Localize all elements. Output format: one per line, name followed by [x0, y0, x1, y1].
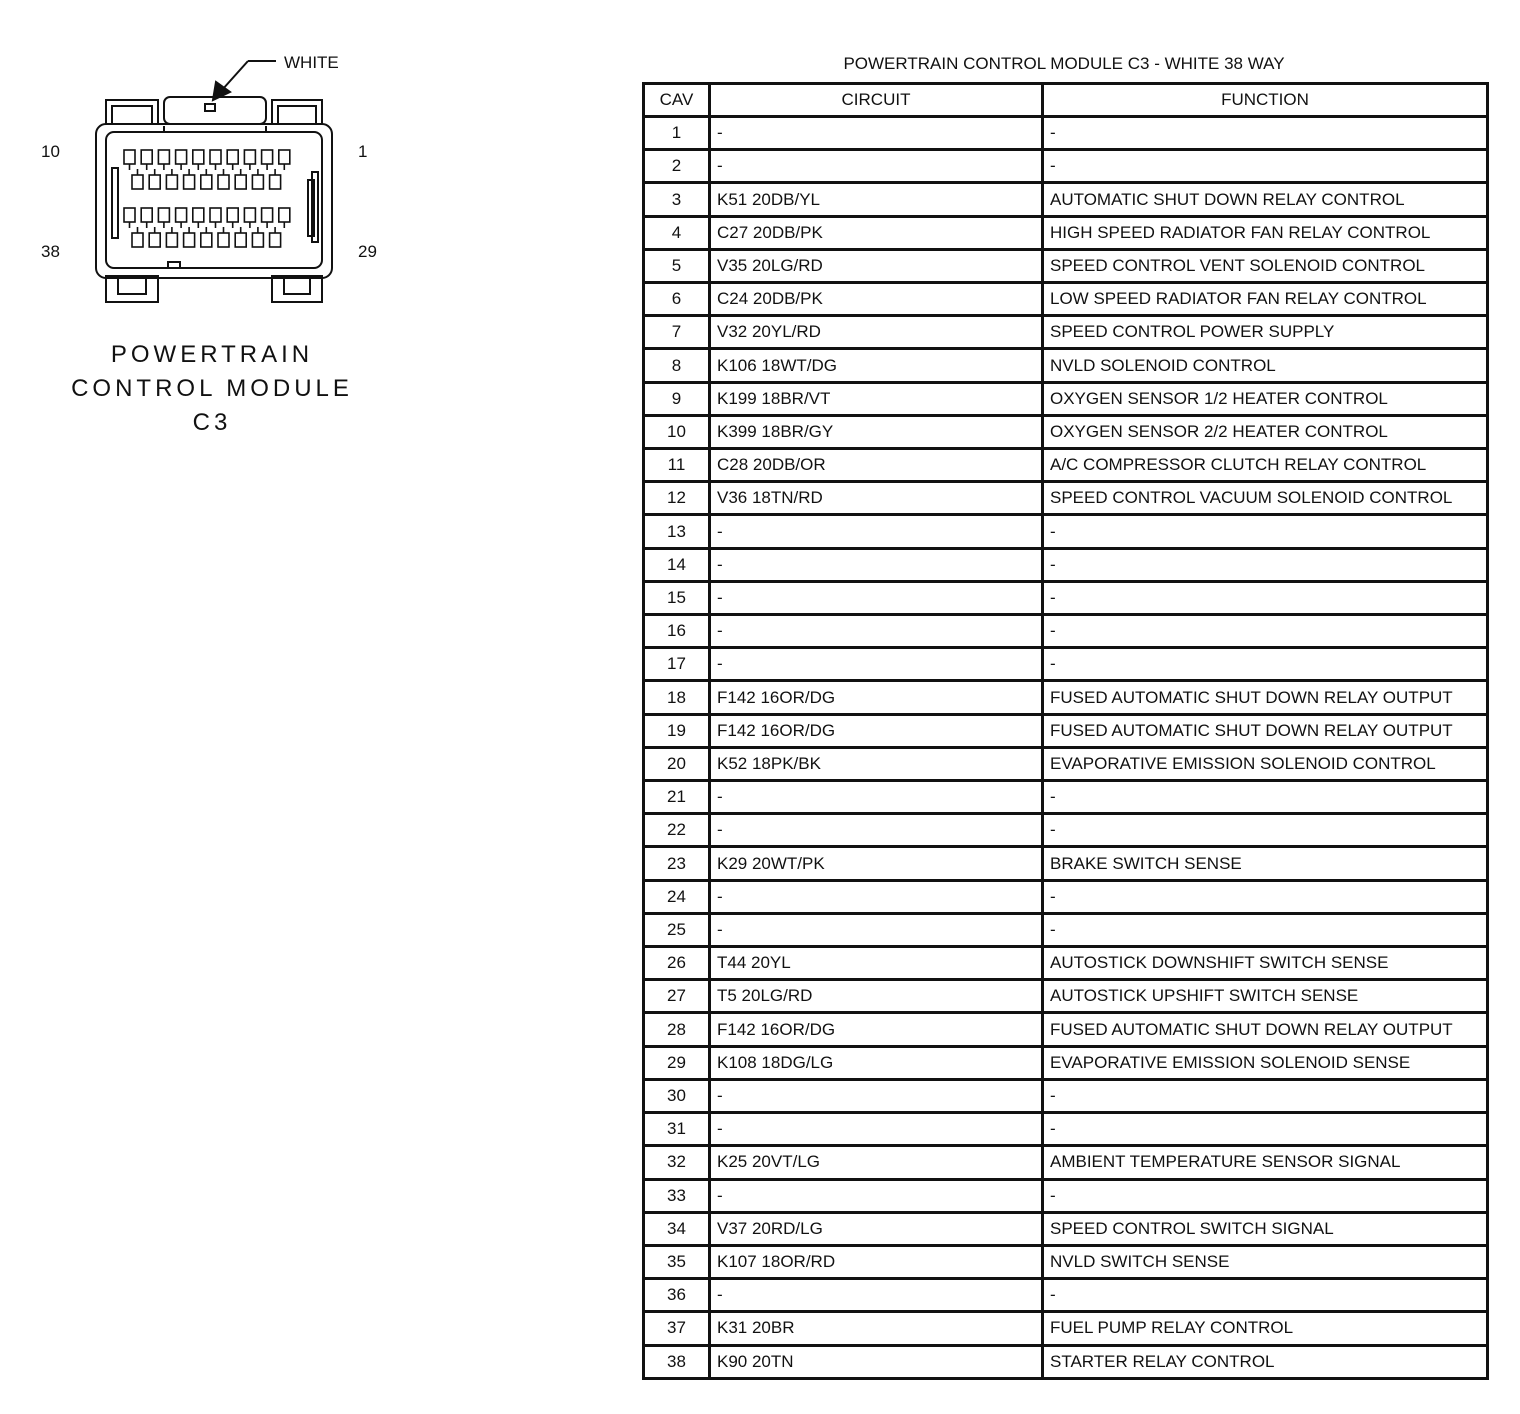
table-row — [644, 947, 1488, 980]
circuit-cell: - — [710, 150, 1043, 183]
function-cell: - — [1043, 150, 1488, 183]
color-callout-label: WHITE — [284, 53, 339, 72]
cavity — [201, 175, 212, 189]
function-cell: SPEED CONTROL VENT SOLENOID CONTROL — [1043, 249, 1488, 282]
cavity — [193, 150, 204, 164]
function-cell: OXYGEN SENSOR 1/2 HEATER CONTROL — [1043, 382, 1488, 415]
column-header-function: FUNCTION — [1043, 84, 1488, 117]
module-title-line-1: POWERTRAIN — [110, 341, 314, 368]
table-row — [644, 1046, 1488, 1079]
function-cell: - — [1043, 913, 1488, 946]
cavity — [132, 233, 143, 247]
table-row — [644, 1245, 1488, 1278]
cavity — [279, 150, 290, 164]
cavity — [124, 150, 135, 164]
cavity — [124, 208, 135, 222]
circuit-cell: - — [710, 781, 1043, 814]
table-row — [644, 615, 1488, 648]
module-title-line-2: CONTROL MODULE — [71, 375, 353, 402]
cavity — [176, 150, 187, 164]
cavity — [218, 233, 229, 247]
table-row — [644, 216, 1488, 249]
cav-cell: 1 — [644, 117, 710, 150]
function-cell: FUSED AUTOMATIC SHUT DOWN RELAY OUTPUT — [1043, 1013, 1488, 1046]
circuit-cell: K31 20BR — [710, 1312, 1043, 1345]
cav-cell: 4 — [644, 216, 710, 249]
cavity — [235, 233, 246, 247]
function-cell: - — [1043, 648, 1488, 681]
pinout-table — [642, 82, 1489, 1380]
circuit-cell: - — [710, 1113, 1043, 1146]
circuit-cell: K51 20DB/YL — [710, 183, 1043, 216]
function-cell: OXYGEN SENSOR 2/2 HEATER CONTROL — [1043, 415, 1488, 448]
cav-cell: 30 — [644, 1079, 710, 1112]
circuit-cell: K90 20TN — [710, 1345, 1043, 1378]
cav-cell: 24 — [644, 880, 710, 913]
table-title: POWERTRAIN CONTROL MODULE C3 - WHITE 38 WAY — [843, 54, 1285, 73]
table-row — [644, 449, 1488, 482]
cavity — [166, 233, 177, 247]
table-row — [644, 913, 1488, 946]
function-cell: - — [1043, 615, 1488, 648]
circuit-cell: - — [710, 648, 1043, 681]
circuit-cell: K199 18BR/VT — [710, 382, 1043, 415]
cav-cell: 37 — [644, 1312, 710, 1345]
circuit-cell: K25 20VT/LG — [710, 1146, 1043, 1179]
function-cell: FUEL PUMP RELAY CONTROL — [1043, 1312, 1488, 1345]
cav-cell: 38 — [644, 1345, 710, 1378]
cav-cell: 5 — [644, 249, 710, 282]
table-row — [644, 1345, 1488, 1378]
table-row — [644, 1013, 1488, 1046]
cavity — [270, 175, 281, 189]
pin-label-bottom-left: 38 — [41, 242, 60, 261]
circuit-cell: - — [710, 1079, 1043, 1112]
function-cell: SPEED CONTROL VACUUM SOLENOID CONTROL — [1043, 482, 1488, 515]
cavity — [235, 175, 246, 189]
table-row — [644, 316, 1488, 349]
cav-cell: 10 — [644, 415, 710, 448]
cav-cell: 28 — [644, 1013, 710, 1046]
column-header-circuit: CIRCUIT — [710, 84, 1043, 117]
cav-cell: 9 — [644, 382, 710, 415]
circuit-cell: T44 20YL — [710, 947, 1043, 980]
cav-cell: 25 — [644, 913, 710, 946]
circuit-cell: - — [710, 117, 1043, 150]
cav-cell: 21 — [644, 781, 710, 814]
circuit-cell: K52 18PK/BK — [710, 747, 1043, 780]
function-cell: AUTOSTICK DOWNSHIFT SWITCH SENSE — [1043, 947, 1488, 980]
cav-cell: 27 — [644, 980, 710, 1013]
circuit-cell: - — [710, 1179, 1043, 1212]
cav-cell: 29 — [644, 1046, 710, 1079]
circuit-cell: V32 20YL/RD — [710, 316, 1043, 349]
table-row — [644, 415, 1488, 448]
table-row — [644, 150, 1488, 183]
connector-body — [96, 124, 332, 278]
table-row — [644, 1079, 1488, 1112]
cavity — [166, 175, 177, 189]
cavity — [244, 150, 255, 164]
pin-label-top-right: 1 — [358, 142, 368, 161]
cav-cell: 6 — [644, 283, 710, 316]
circuit-cell: - — [710, 1279, 1043, 1312]
cav-cell: 20 — [644, 747, 710, 780]
table-row — [644, 482, 1488, 515]
circuit-cell: K399 18BR/GY — [710, 415, 1043, 448]
function-cell: - — [1043, 117, 1488, 150]
cavity — [210, 208, 221, 222]
function-cell: - — [1043, 814, 1488, 847]
table-row — [644, 117, 1488, 150]
cav-cell: 34 — [644, 1212, 710, 1245]
connector-diagram — [0, 0, 600, 460]
cavity — [176, 208, 187, 222]
function-cell: - — [1043, 781, 1488, 814]
table-row — [644, 681, 1488, 714]
cav-cell: 32 — [644, 1146, 710, 1179]
circuit-cell: V37 20RD/LG — [710, 1212, 1043, 1245]
circuit-cell: - — [710, 880, 1043, 913]
function-cell: EVAPORATIVE EMISSION SOLENOID SENSE — [1043, 1046, 1488, 1079]
cav-cell: 3 — [644, 183, 710, 216]
cav-cell: 26 — [644, 947, 710, 980]
cavity — [279, 208, 290, 222]
cav-cell: 15 — [644, 581, 710, 614]
cav-cell: 36 — [644, 1279, 710, 1312]
table-row — [644, 714, 1488, 747]
circuit-cell: - — [710, 814, 1043, 847]
cavity — [184, 233, 195, 247]
function-cell: - — [1043, 1179, 1488, 1212]
table-row — [644, 249, 1488, 282]
function-cell: AUTOSTICK UPSHIFT SWITCH SENSE — [1043, 980, 1488, 1013]
module-title — [60, 338, 364, 440]
cav-cell: 35 — [644, 1245, 710, 1278]
table-row — [644, 382, 1488, 415]
table-row — [644, 1146, 1488, 1179]
cav-cell: 18 — [644, 681, 710, 714]
cavity — [184, 175, 195, 189]
circuit-cell: - — [710, 515, 1043, 548]
function-cell: NVLD SWITCH SENSE — [1043, 1245, 1488, 1278]
circuit-cell: - — [710, 581, 1043, 614]
function-cell: AUTOMATIC SHUT DOWN RELAY CONTROL — [1043, 183, 1488, 216]
cav-cell: 14 — [644, 548, 710, 581]
cav-cell: 19 — [644, 714, 710, 747]
cav-cell: 23 — [644, 847, 710, 880]
pin-label-top-left: 10 — [41, 142, 60, 161]
function-cell: FUSED AUTOMATIC SHUT DOWN RELAY OUTPUT — [1043, 714, 1488, 747]
function-cell: SPEED CONTROL POWER SUPPLY — [1043, 316, 1488, 349]
cav-cell: 13 — [644, 515, 710, 548]
table-row — [644, 747, 1488, 780]
circuit-cell: C28 20DB/OR — [710, 449, 1043, 482]
table-row — [644, 1279, 1488, 1312]
circuit-cell: - — [710, 548, 1043, 581]
cavity — [252, 175, 263, 189]
circuit-cell: C24 20DB/PK — [710, 283, 1043, 316]
cav-cell: 8 — [644, 349, 710, 382]
cav-cell: 11 — [644, 449, 710, 482]
table-row — [644, 548, 1488, 581]
circuit-cell: F142 16OR/DG — [710, 714, 1043, 747]
table-row — [644, 1113, 1488, 1146]
circuit-cell: K107 18OR/RD — [710, 1245, 1043, 1278]
table-row — [644, 814, 1488, 847]
cavity — [262, 208, 273, 222]
cavity — [149, 175, 160, 189]
table-header-row — [644, 84, 1488, 117]
module-title-line-3: C3 — [192, 409, 232, 436]
circuit-cell: F142 16OR/DG — [710, 1013, 1043, 1046]
table-row — [644, 980, 1488, 1013]
function-cell: - — [1043, 1113, 1488, 1146]
circuit-cell: F142 16OR/DG — [710, 681, 1043, 714]
circuit-cell: V36 18TN/RD — [710, 482, 1043, 515]
cavity — [262, 150, 273, 164]
cav-cell: 33 — [644, 1179, 710, 1212]
circuit-cell: K106 18WT/DG — [710, 349, 1043, 382]
table-row — [644, 1312, 1488, 1345]
cavity — [218, 175, 229, 189]
cav-cell: 2 — [644, 150, 710, 183]
table-row — [644, 283, 1488, 316]
table-row — [644, 781, 1488, 814]
circuit-cell: - — [710, 615, 1043, 648]
circuit-cell: V35 20LG/RD — [710, 249, 1043, 282]
cavity — [149, 233, 160, 247]
table-row — [644, 648, 1488, 681]
function-cell: A/C COMPRESSOR CLUTCH RELAY CONTROL — [1043, 449, 1488, 482]
cav-cell: 31 — [644, 1113, 710, 1146]
function-cell: - — [1043, 515, 1488, 548]
cav-cell: 12 — [644, 482, 710, 515]
function-cell: - — [1043, 1079, 1488, 1112]
circuit-cell: T5 20LG/RD — [710, 980, 1043, 1013]
function-cell: - — [1043, 581, 1488, 614]
table-row — [644, 880, 1488, 913]
function-cell: - — [1043, 880, 1488, 913]
cav-cell: 7 — [644, 316, 710, 349]
function-cell: - — [1043, 1279, 1488, 1312]
table-row — [644, 581, 1488, 614]
circuit-cell: - — [710, 913, 1043, 946]
table-row — [644, 1179, 1488, 1212]
function-cell: SPEED CONTROL SWITCH SIGNAL — [1043, 1212, 1488, 1245]
function-cell: BRAKE SWITCH SENSE — [1043, 847, 1488, 880]
function-cell: NVLD SOLENOID CONTROL — [1043, 349, 1488, 382]
pin-label-bottom-right: 29 — [358, 242, 377, 261]
cavity — [227, 208, 238, 222]
cavity — [132, 175, 143, 189]
table-row — [644, 1212, 1488, 1245]
table-row — [644, 349, 1488, 382]
cavity — [201, 233, 212, 247]
column-header-cav: CAV — [644, 84, 710, 117]
table-row — [644, 847, 1488, 880]
function-cell: - — [1043, 548, 1488, 581]
cav-cell: 16 — [644, 615, 710, 648]
cavity — [270, 233, 281, 247]
cavity — [210, 150, 221, 164]
circuit-cell: C27 20DB/PK — [710, 216, 1043, 249]
circuit-cell: K108 18DG/LG — [710, 1046, 1043, 1079]
cavity — [158, 150, 169, 164]
cavity — [252, 233, 263, 247]
function-cell: HIGH SPEED RADIATOR FAN RELAY CONTROL — [1043, 216, 1488, 249]
cavity — [244, 208, 255, 222]
cavity — [158, 208, 169, 222]
cavity — [227, 150, 238, 164]
function-cell: AMBIENT TEMPERATURE SENSOR SIGNAL — [1043, 1146, 1488, 1179]
color-callout-arrow — [213, 61, 276, 100]
circuit-cell: K29 20WT/PK — [710, 847, 1043, 880]
table-row — [644, 515, 1488, 548]
cav-cell: 17 — [644, 648, 710, 681]
cavity — [141, 150, 152, 164]
function-cell: EVAPORATIVE EMISSION SOLENOID CONTROL — [1043, 747, 1488, 780]
table-row — [644, 183, 1488, 216]
cavity — [193, 208, 204, 222]
cavity — [141, 208, 152, 222]
cav-cell: 22 — [644, 814, 710, 847]
function-cell: FUSED AUTOMATIC SHUT DOWN RELAY OUTPUT — [1043, 681, 1488, 714]
function-cell: LOW SPEED RADIATOR FAN RELAY CONTROL — [1043, 283, 1488, 316]
function-cell: STARTER RELAY CONTROL — [1043, 1345, 1488, 1378]
